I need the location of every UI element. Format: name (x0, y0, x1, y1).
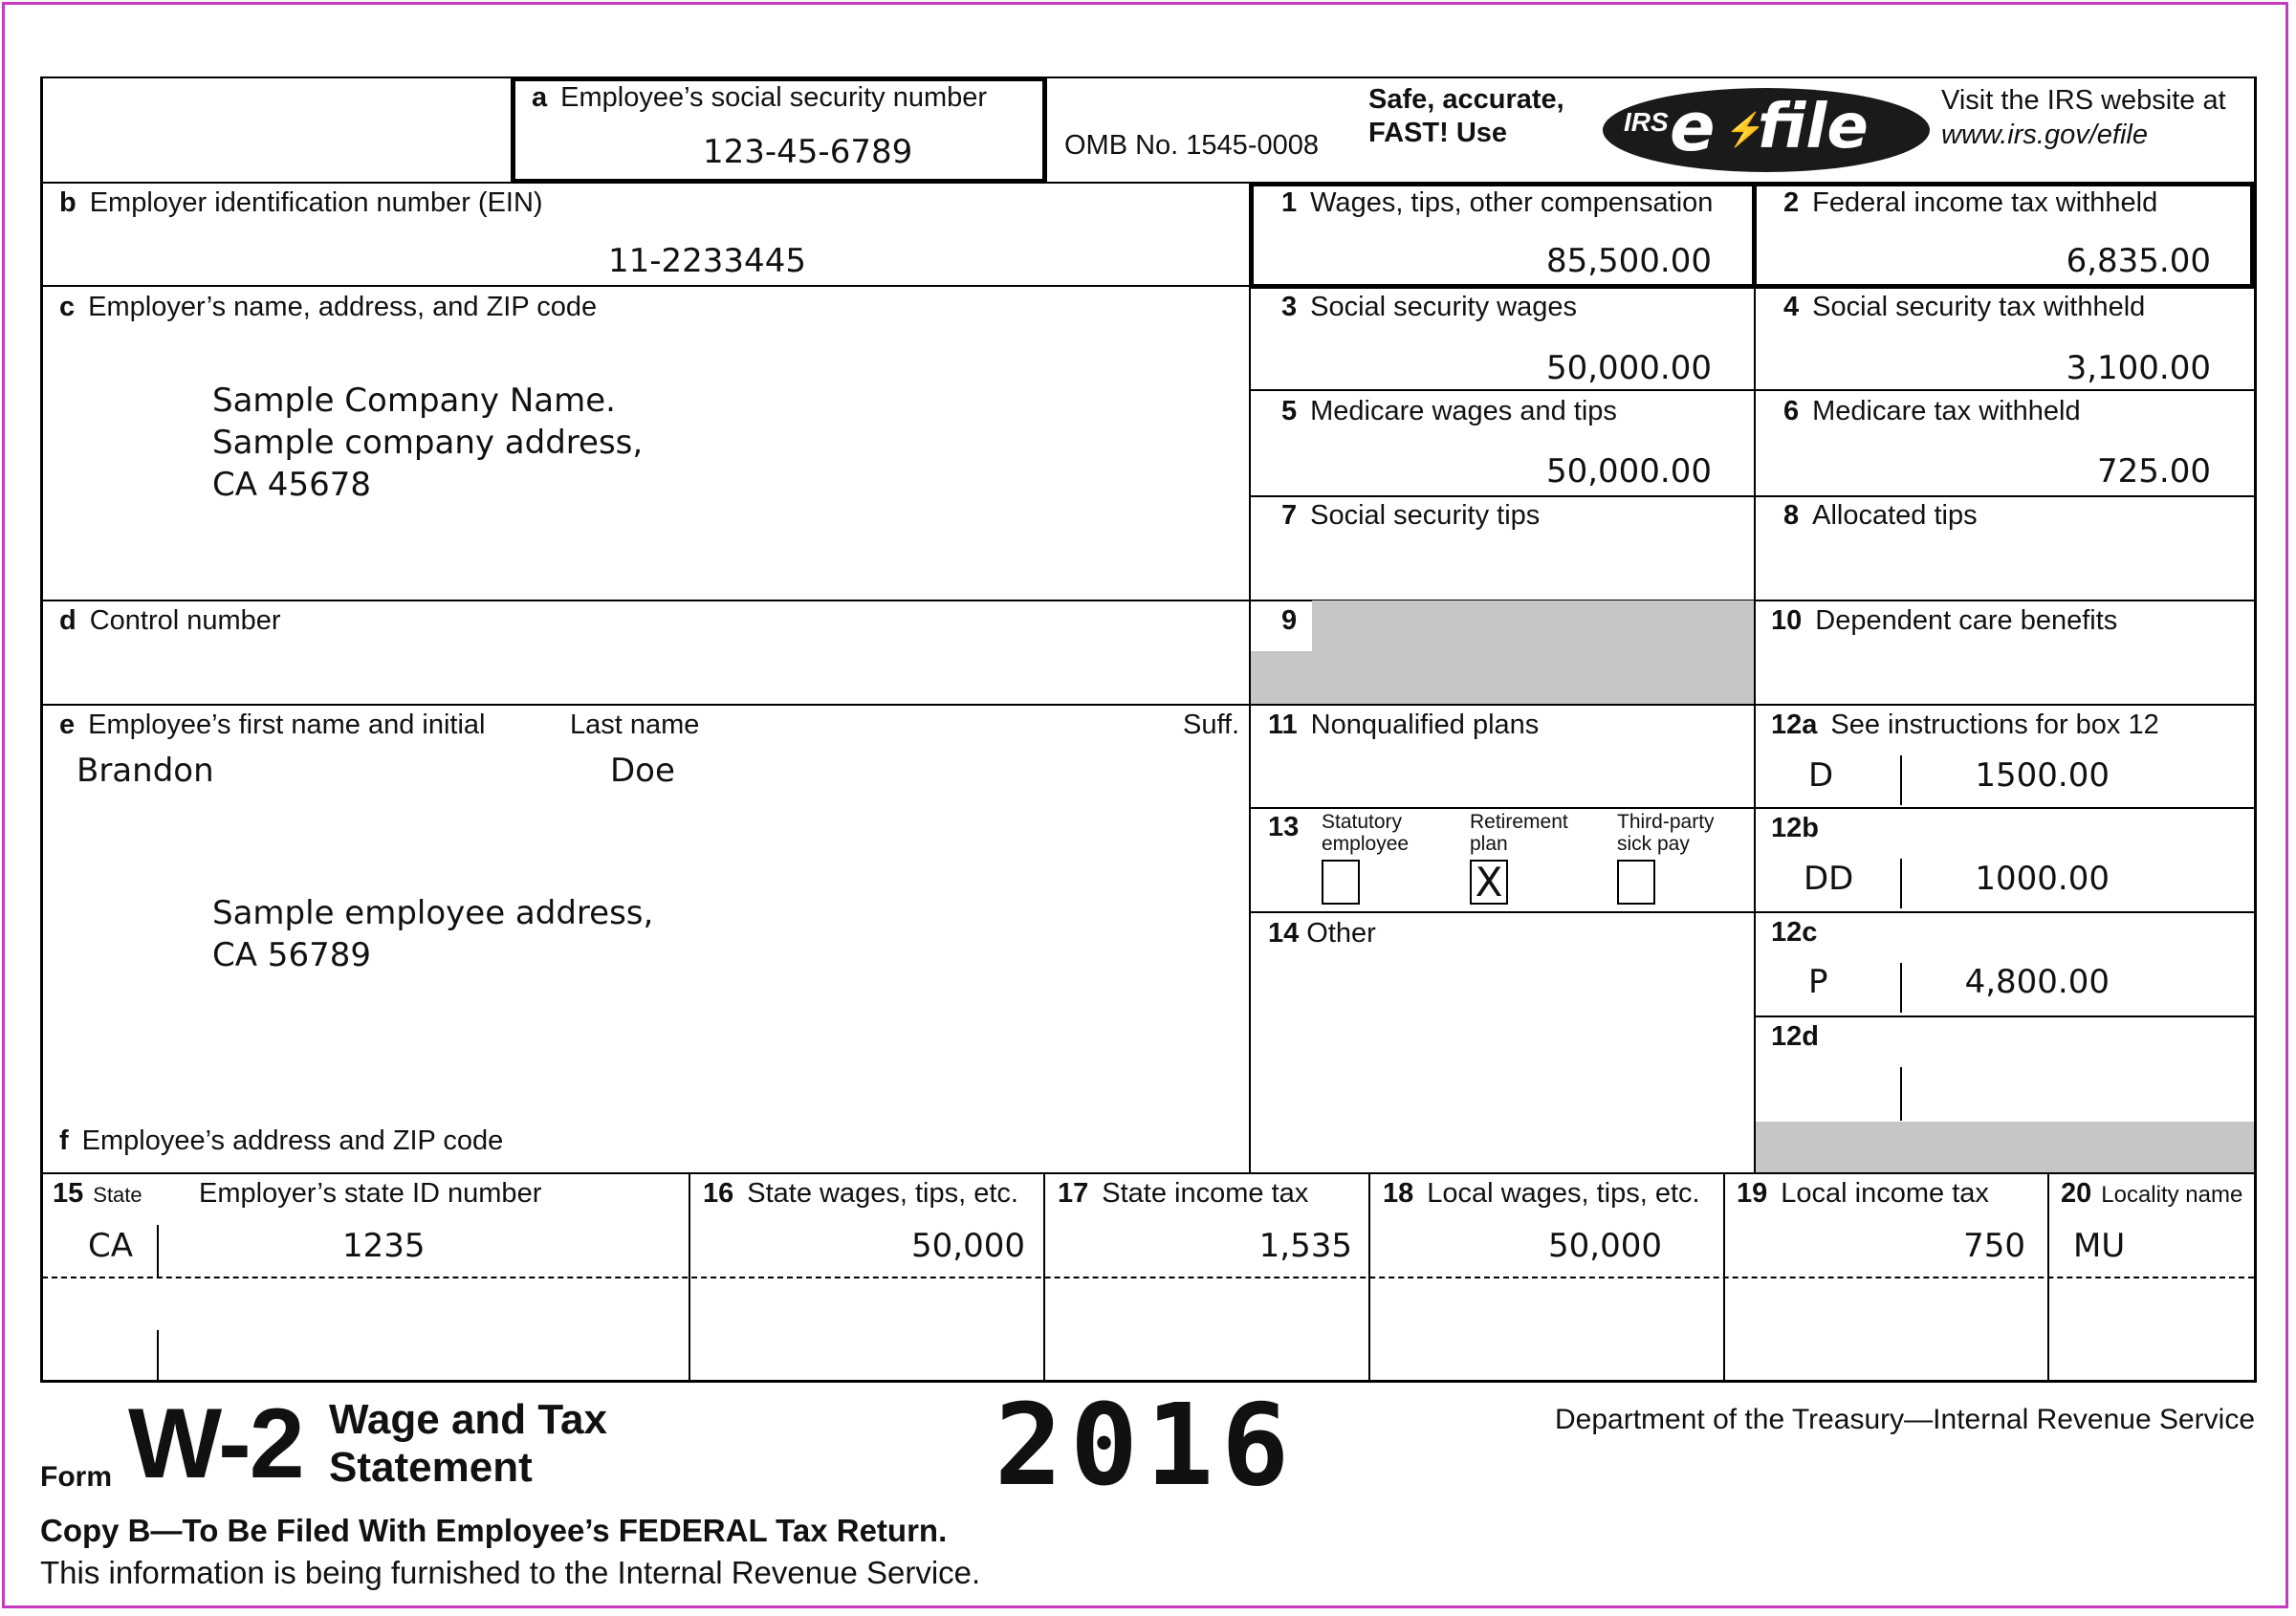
box-17-label: 17 State income tax (1058, 1178, 1309, 1209)
irs-efile-logo (1603, 88, 1930, 172)
statutory-employee-checkbox[interactable] (1322, 860, 1360, 905)
box-e-label: e Employee’s first name and initial (59, 710, 486, 740)
employer-address: Sample Company Name. Sample company address, CA 45678 (212, 382, 644, 504)
box-12a-label: 12a See instructions for box 12 (1771, 710, 2159, 740)
box-1-label: 1 Wages, tips, other compensation (1281, 187, 1714, 218)
retirement-plan-checkbox[interactable]: X (1470, 860, 1508, 905)
box-18-value: 50,000 (1548, 1227, 1662, 1265)
box-19-value: 750 (1963, 1227, 2025, 1265)
box-d-label: d Control number (59, 605, 281, 636)
box-12c-amount: 4,800.00 (1964, 963, 2110, 1001)
box-9-shade-lower (1251, 651, 1754, 704)
box-3-value: 50,000.00 (1545, 349, 1712, 387)
employee-address: Sample employee address, CA 56789 (212, 894, 654, 974)
department-label: Department of the Treasury—Internal Revenue Service (1555, 1404, 2256, 1435)
box-12b-code: DD (1804, 860, 1854, 898)
box-7-label: 7 Social security tips (1281, 500, 1541, 531)
efile-tagline: Safe, accurate, FAST! Use (1368, 84, 1564, 148)
box-17-value: 1,535 (1258, 1227, 1352, 1265)
box-16-value: 50,000 (911, 1227, 1025, 1265)
state-value: CA (88, 1227, 133, 1265)
box-2-value: 6,835.00 (2066, 242, 2211, 280)
box-a-label: a Employee’s social security number (532, 82, 988, 113)
box-12-shade (1756, 1122, 2254, 1172)
ein-value: 11-2233445 (608, 242, 806, 280)
form-name: W-2 (128, 1388, 303, 1499)
box-6-label: 6 Medicare tax withheld (1783, 396, 2081, 426)
box-6-value: 725.00 (2097, 452, 2211, 491)
box-3-label: 3 Social security wages (1281, 292, 1577, 322)
box-12a-amount: 1500.00 (1975, 756, 2110, 795)
box-9-shade (1312, 601, 1754, 651)
box-14-label: 14 Other (1268, 918, 1376, 949)
box-16-label: 16 State wages, tips, etc. (703, 1178, 1018, 1209)
box-19-label: 19 Local income tax (1737, 1178, 1989, 1209)
box-b-label: b Employer identification number (EIN) (59, 187, 543, 218)
state-id-value: 1235 (342, 1227, 426, 1265)
box-20-value: MU (2073, 1227, 2126, 1265)
employee-first-name: Brandon (77, 752, 214, 790)
suffix-label: Suff. (1183, 710, 1240, 740)
retirement-plan-label: Retirement plan (1470, 811, 1568, 856)
box-1-value: 85,500.00 (1545, 242, 1712, 280)
box-2-label: 2 Federal income tax withheld (1783, 187, 2158, 218)
employee-last-name: Doe (610, 752, 675, 790)
box-12a-code: D (1808, 756, 1834, 795)
box-12b-amount: 1000.00 (1975, 860, 2110, 898)
form-title: Wage and Tax Statement (329, 1396, 607, 1491)
state-id-label: Employer’s state ID number (199, 1178, 542, 1209)
last-name-label: Last name (570, 710, 700, 740)
box-8-label: 8 Allocated tips (1783, 500, 1978, 531)
box-20-label: 20 Locality name (2061, 1178, 2243, 1209)
box-10-label: 10 Dependent care benefits (1771, 605, 2118, 636)
box-5-label: 5 Medicare wages and tips (1281, 396, 1617, 426)
box-12c-label: 12c (1771, 917, 1818, 948)
box-4-value: 3,100.00 (2066, 349, 2211, 387)
logo-e-text: e (1670, 88, 1716, 166)
lightning-icon: ⚡ (1725, 112, 1766, 148)
irs-info-note: This information is being furnished to the Internal Revenue Service. (40, 1555, 981, 1590)
box-11-label: 11 Nonqualified plans (1268, 710, 1540, 740)
logo-irs-text: IRS (1624, 107, 1669, 137)
form-word: Form (40, 1461, 112, 1493)
statutory-employee-label: Statutory employee (1322, 811, 1410, 856)
copy-b-note: Copy B—To Be Filed With Employee’s FEDERAL Tax Return. (40, 1513, 948, 1548)
box-15-label: 15 State (53, 1178, 142, 1209)
box-9-label: 9 (1281, 605, 1298, 636)
box-12b-label: 12b (1771, 813, 1819, 843)
box-13-number: 13 (1268, 812, 1300, 842)
ssn-value: 123-45-6789 (703, 133, 913, 171)
box-12c-code: P (1808, 963, 1828, 1001)
logo-file-text: file (1758, 92, 1869, 163)
box-18-label: 18 Local wages, tips, etc. (1383, 1178, 1700, 1209)
irs-website-note: Visit the IRS website at www.irs.gov/efile (1941, 85, 2226, 151)
box-4-label: 4 Social security tax withheld (1783, 292, 2146, 322)
box-1-2-divider (1752, 182, 1757, 287)
omb-number: OMB No. 1545-0008 (1064, 130, 1319, 161)
box-5-value: 50,000.00 (1545, 452, 1712, 491)
box-f-label: f Employee’s address and ZIP code (59, 1125, 504, 1156)
tax-year: 2016 (995, 1379, 1298, 1511)
third-party-sick-pay-checkbox[interactable] (1617, 860, 1655, 905)
third-party-sick-pay-label: Third-party sick pay (1617, 811, 1715, 856)
box-c-label: c Employer’s name, address, and ZIP code (59, 292, 598, 322)
box-12d-label: 12d (1771, 1021, 1819, 1052)
